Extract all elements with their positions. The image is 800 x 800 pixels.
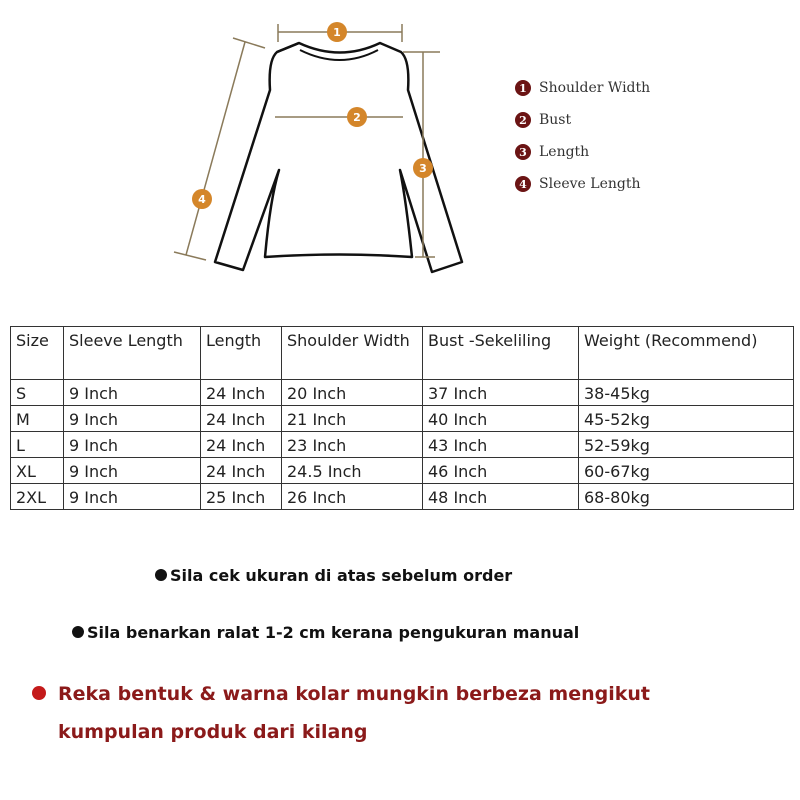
warning-note bbox=[32, 675, 650, 751]
header-shoulder-width: Shoulder Width bbox=[282, 327, 423, 380]
table-cell: 23 Inch bbox=[282, 432, 423, 458]
table-row bbox=[11, 406, 794, 432]
table-cell: 52-59kg bbox=[579, 432, 794, 458]
marker-2 bbox=[347, 107, 367, 127]
shirt-measurement-diagram bbox=[0, 0, 800, 300]
bullet-icon bbox=[32, 686, 46, 700]
table-cell: 37 Inch bbox=[423, 380, 579, 406]
table-cell: 40 Inch bbox=[423, 406, 579, 432]
table-cell: 43 Inch bbox=[423, 432, 579, 458]
table-cell: 21 Inch bbox=[282, 406, 423, 432]
warning-line-2: kumpulan produk dari kilang bbox=[58, 721, 368, 743]
table-cell: 38-45kg bbox=[579, 380, 794, 406]
table-cell: 24 Inch bbox=[201, 406, 282, 432]
table-cell: 24.5 Inch bbox=[282, 458, 423, 484]
svg-text:2: 2 bbox=[353, 111, 361, 124]
table-cell: 9 Inch bbox=[64, 380, 201, 406]
table-cell: 9 Inch bbox=[64, 432, 201, 458]
table-cell: 24 Inch bbox=[201, 432, 282, 458]
table-cell: XL bbox=[11, 458, 64, 484]
note-text: Sila benarkan ralat 1-2 cm kerana pengukuran manual bbox=[87, 623, 580, 642]
table-cell: 2XL bbox=[11, 484, 64, 510]
header-weight: Weight (Recommend) bbox=[579, 327, 794, 380]
svg-text:1: 1 bbox=[333, 26, 341, 39]
table-row bbox=[11, 380, 794, 406]
measure-lines bbox=[174, 24, 440, 260]
svg-text:3: 3 bbox=[419, 162, 427, 175]
bullet-icon bbox=[72, 626, 84, 638]
marker-3 bbox=[413, 158, 433, 178]
table-row bbox=[11, 432, 794, 458]
table-cell: L bbox=[11, 432, 64, 458]
table-cell: 45-52kg bbox=[579, 406, 794, 432]
table-cell: 20 Inch bbox=[282, 380, 423, 406]
legend-label: Sleeve Length bbox=[539, 176, 641, 192]
legend-label: Bust bbox=[539, 112, 572, 128]
header-length: Length bbox=[201, 327, 282, 380]
svg-text:4: 4 bbox=[198, 193, 206, 206]
size-table bbox=[10, 326, 794, 510]
legend-number: 3 bbox=[515, 144, 531, 160]
table-cell: 24 Inch bbox=[201, 380, 282, 406]
marker-1 bbox=[327, 22, 347, 42]
table-cell: S bbox=[11, 380, 64, 406]
legend-label: Shoulder Width bbox=[539, 80, 651, 96]
note-tolerance bbox=[72, 623, 579, 642]
legend-label: Length bbox=[539, 144, 590, 160]
note-text: Sila cek ukuran di atas sebelum order bbox=[170, 566, 513, 585]
header-sleeve-length: Sleeve Length bbox=[64, 327, 201, 380]
legend-item bbox=[515, 136, 650, 168]
warning-line-1: Reka bentuk & warna kolar mungkin berbeza mengikut bbox=[58, 683, 650, 705]
legend-number: 4 bbox=[515, 176, 531, 192]
table-row bbox=[11, 458, 794, 484]
header-bust: Bust -Sekeliling bbox=[423, 327, 579, 380]
legend-item bbox=[515, 72, 650, 104]
legend-item bbox=[515, 168, 650, 200]
shirt-outline bbox=[215, 43, 462, 272]
table-cell: 60-67kg bbox=[579, 458, 794, 484]
marker-4 bbox=[192, 189, 212, 209]
table-cell: 25 Inch bbox=[201, 484, 282, 510]
table-row bbox=[11, 484, 794, 510]
table-cell: 9 Inch bbox=[64, 484, 201, 510]
legend-number: 1 bbox=[515, 80, 531, 96]
bullet-icon bbox=[155, 569, 167, 581]
note-check-size bbox=[155, 566, 512, 585]
table-cell: 26 Inch bbox=[282, 484, 423, 510]
table-cell: 46 Inch bbox=[423, 458, 579, 484]
table-cell: 9 Inch bbox=[64, 406, 201, 432]
legend-item bbox=[515, 104, 650, 136]
table-cell: 24 Inch bbox=[201, 458, 282, 484]
table-cell: 68-80kg bbox=[579, 484, 794, 510]
table-cell: M bbox=[11, 406, 64, 432]
measurement-legend bbox=[515, 72, 650, 200]
table-cell: 48 Inch bbox=[423, 484, 579, 510]
header-size: Size bbox=[11, 327, 64, 380]
legend-number: 2 bbox=[515, 112, 531, 128]
table-header-row bbox=[11, 327, 794, 380]
table-cell: 9 Inch bbox=[64, 458, 201, 484]
